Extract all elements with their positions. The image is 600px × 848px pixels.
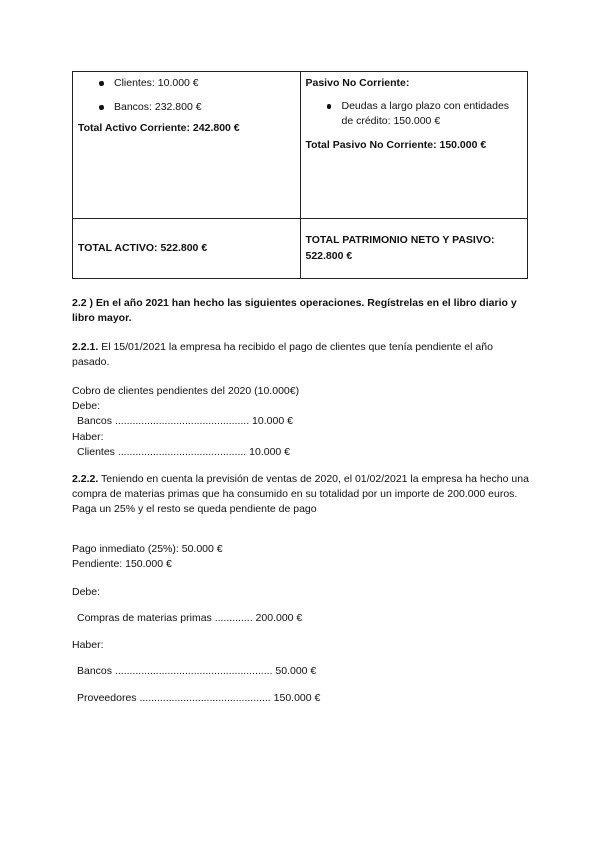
debe-line: Compras de materias primas ............. 200.000 € <box>77 612 303 624</box>
haber-line: Clientes ............................................ 10.000 € <box>77 445 290 458</box>
operation-2-2-1 <box>72 340 532 370</box>
pendiente: Pendiente: 150.000 € <box>72 558 172 571</box>
operation-2-2-2 <box>72 472 532 518</box>
activo-cell <box>73 72 301 219</box>
haber-line: Bancos ...................................................... 50.000 € <box>77 665 317 677</box>
operation-description <box>72 472 532 518</box>
payment-summary <box>72 542 532 572</box>
pago-inmediato: Pago inmediato (25%): 50.000 € <box>72 543 223 555</box>
journal-entry-2-2-1 <box>72 384 532 460</box>
activo-list <box>78 76 295 115</box>
pasivo-heading: Pasivo No Corriente: <box>305 77 410 89</box>
list-item: Deudas a largo plazo con entidades de crédito: 150.000 € <box>306 99 523 129</box>
total-activo-corriente: Total Activo Corriente: 242.800 € <box>78 122 240 135</box>
debe-label: Debe: <box>72 400 101 413</box>
operation-text: Teniendo en cuenta la previsión de ventas de 2020, el 01/02/2021 la empresa ha hecho una compra de materias primas que ha consumido en su totalidad por un importe de 200.000 euros. Paga un 25% y el resto se queda pendiente de pago <box>72 473 529 516</box>
haber-label: Haber: <box>72 430 104 443</box>
entry-concept: Cobro de clientes pendientes del 2020 (10.000€) <box>72 385 300 397</box>
operation-number: 2.2.2. <box>72 473 99 485</box>
section-2-2-heading <box>72 296 532 326</box>
pasivo-list <box>306 99 523 129</box>
debe-label: Debe: <box>72 586 101 598</box>
balance-table <box>72 71 528 279</box>
total-patrimonio: TOTAL PATRIMONIO NETO Y PASIVO: 522.800 € <box>305 234 495 262</box>
operation-number: 2.2.1. <box>72 341 99 353</box>
haber-label-2 <box>72 638 532 653</box>
pasivo-cell <box>300 72 528 219</box>
total-pasivo-no-corriente: Total Pasivo No Corriente: 150.000 € <box>305 138 487 151</box>
list-item: Bancos: 232.800 € <box>78 100 295 115</box>
debe-label-2 <box>72 585 532 600</box>
total-activo-cell <box>73 219 301 279</box>
debe-line-2 <box>72 611 532 626</box>
operation-text: El 15/01/2021 la empresa ha recibido el pago de clientes que tenía pendiente el año pasado. <box>72 341 493 369</box>
haber-line-proveedores <box>72 691 532 706</box>
haber-line-bancos <box>72 664 532 679</box>
list-item: Clientes: 10.000 € <box>78 76 295 91</box>
debe-line: Bancos .............................................. 10.000 € <box>77 415 293 428</box>
total-patrimonio-cell <box>300 219 528 279</box>
section-heading: 2.2 ) En el año 2021 han hecho las siguientes operaciones. Regístrelas en el libro diario y libro mayor. <box>72 297 517 325</box>
total-activo: TOTAL ACTIVO: 522.800 € <box>78 241 208 254</box>
operation-description <box>72 340 532 370</box>
haber-label: Haber: <box>72 639 104 651</box>
haber-line: Proveedores ............................................. 150.000 € <box>77 692 321 704</box>
